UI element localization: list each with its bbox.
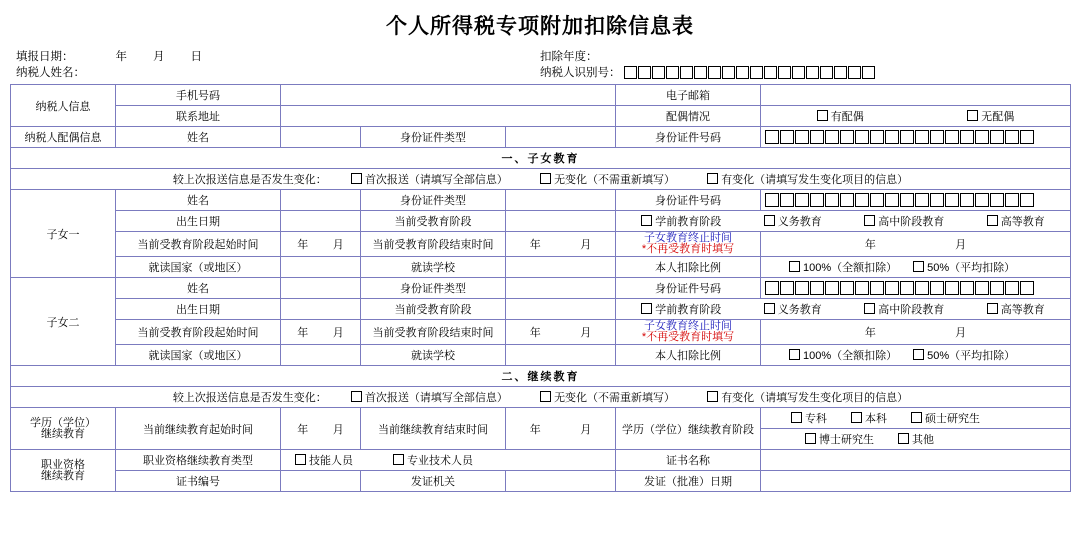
- child2-country-label: 就读国家（或地区）: [116, 345, 281, 366]
- child1-start-value[interactable]: 年 月: [281, 232, 361, 257]
- child1-stage-options[interactable]: [616, 211, 1071, 232]
- checkbox-icon[interactable]: [864, 215, 875, 226]
- checkbox-icon[interactable]: [817, 110, 828, 121]
- id-box[interactable]: [945, 193, 959, 207]
- id-box[interactable]: [624, 66, 637, 79]
- address-value[interactable]: [281, 106, 616, 127]
- id-box[interactable]: [945, 130, 959, 144]
- checkbox-icon[interactable]: [913, 349, 924, 360]
- checkbox-icon[interactable]: [789, 261, 800, 272]
- option-has-spouse[interactable]: [817, 108, 864, 124]
- continuing-change-row[interactable]: [11, 387, 1071, 408]
- child1-id-number-label: 身份证件号码: [616, 190, 761, 211]
- change-prompt: 较上次报送信息是否发生变化：: [172, 392, 327, 404]
- child2-school-value[interactable]: [506, 345, 616, 366]
- no-spouse-label: 无配偶: [981, 111, 1015, 123]
- option-higher-ed[interactable]: 高等教育: [987, 213, 1045, 229]
- child2-ratio-options[interactable]: [761, 345, 1071, 366]
- child2-birth-label: 出生日期: [116, 299, 281, 320]
- cert-number-value[interactable]: [281, 471, 361, 492]
- spouse-name-value[interactable]: [281, 127, 361, 148]
- checkbox-icon[interactable]: [351, 173, 362, 184]
- id-box[interactable]: [722, 66, 735, 79]
- vocational-continuing-side-label: 职业资格 继续教育: [11, 450, 116, 492]
- vocational-type-options[interactable]: [281, 450, 616, 471]
- option-no-change[interactable]: [540, 174, 675, 186]
- email-label: 电子邮箱: [616, 85, 761, 106]
- id-box[interactable]: [975, 193, 989, 207]
- table-row: [11, 299, 1071, 320]
- first-report-label: 首次报送（请填写全部信息）: [364, 174, 508, 186]
- child1-stop-title: 子女教育终止时间: [644, 232, 732, 244]
- id-box[interactable]: [990, 130, 1004, 144]
- table-row: [11, 148, 1071, 169]
- child1-name-value[interactable]: [281, 190, 361, 211]
- id-box[interactable]: [750, 66, 763, 79]
- id-box[interactable]: [885, 281, 899, 295]
- id-box[interactable]: [834, 66, 847, 79]
- issuer-label: 发证机关: [361, 471, 506, 492]
- id-box[interactable]: [806, 66, 819, 79]
- checkbox-icon[interactable]: [987, 303, 998, 314]
- child1-id-type-value[interactable]: [506, 190, 616, 211]
- child2-end-value[interactable]: 年 月: [506, 320, 616, 345]
- id-box[interactable]: [990, 281, 1004, 295]
- table-row: [11, 85, 1071, 106]
- child1-end-label: 当前受教育阶段结束时间: [361, 232, 506, 257]
- id-box[interactable]: [825, 193, 839, 207]
- table-row: [11, 408, 1071, 429]
- id-box[interactable]: [780, 281, 794, 295]
- table-row: [11, 127, 1071, 148]
- id-box[interactable]: [1005, 281, 1019, 295]
- id-box[interactable]: [666, 66, 679, 79]
- id-box[interactable]: [765, 193, 779, 207]
- table-row: [11, 366, 1071, 387]
- checkbox-icon[interactable]: [764, 215, 775, 226]
- checkbox-icon[interactable]: [911, 412, 922, 423]
- vocational-type-label: 职业资格继续教育类型: [116, 450, 281, 471]
- checkbox-icon[interactable]: [707, 173, 718, 184]
- option-ratio-half[interactable]: 50%（平均扣除）: [913, 347, 1015, 363]
- issue-date-value[interactable]: [761, 471, 1071, 492]
- id-box[interactable]: [795, 193, 809, 207]
- id-box[interactable]: [930, 130, 944, 144]
- taxpayer-name-row: [16, 64, 540, 80]
- change-prompt: 较上次报送信息是否发生变化：: [172, 174, 327, 186]
- child2-stage-value[interactable]: [506, 299, 616, 320]
- email-value[interactable]: [761, 85, 1071, 106]
- header-left-column: [16, 48, 540, 80]
- option-compulsory[interactable]: 义务教育: [764, 213, 822, 229]
- child-two-side-label: 子女二: [11, 278, 116, 366]
- degree-start-label: 当前继续教育起始时间: [116, 408, 281, 450]
- option-no-change[interactable]: 无变化（不需重新填写）: [540, 392, 675, 404]
- child1-stop-note: *不再受教育时填写: [641, 243, 735, 255]
- spouse-name-label: 姓名: [116, 127, 281, 148]
- child1-country-label: 就读国家（或地区）: [116, 257, 281, 278]
- child2-school-label: 就读学校: [361, 345, 506, 366]
- id-box[interactable]: [855, 193, 869, 207]
- child2-name-value[interactable]: [281, 278, 361, 299]
- address-label: 联系地址: [116, 106, 281, 127]
- id-box[interactable]: [810, 281, 824, 295]
- table-row: [11, 320, 1071, 345]
- id-box[interactable]: [900, 130, 914, 144]
- option-first-report[interactable]: 首次报送（请填写全部信息）: [351, 392, 508, 404]
- id-box[interactable]: [810, 193, 824, 207]
- spouse-id-type-value[interactable]: [506, 127, 616, 148]
- taxpayer-name-label: 纳税人姓名：: [16, 67, 85, 79]
- id-box[interactable]: [855, 281, 869, 295]
- id-box[interactable]: [795, 281, 809, 295]
- option-highschool[interactable]: 高中阶段教育: [864, 213, 944, 229]
- child2-name-label: 姓名: [116, 278, 281, 299]
- checkbox-icon[interactable]: [851, 412, 862, 423]
- child2-id-number-label: 身份证件号码: [616, 278, 761, 299]
- mobile-label: 手机号码: [116, 85, 281, 106]
- section-continuing-education: 二、继续教育: [11, 366, 1071, 387]
- id-box[interactable]: [870, 193, 884, 207]
- child2-id-type-label: 身份证件类型: [361, 278, 506, 299]
- option-other[interactable]: 其他: [898, 431, 934, 447]
- child1-stage-value[interactable]: [506, 211, 616, 232]
- child1-birth-value[interactable]: [281, 211, 361, 232]
- issuer-value[interactable]: [506, 471, 616, 492]
- id-box[interactable]: [930, 281, 944, 295]
- id-box[interactable]: [694, 66, 707, 79]
- spouse-id-number-boxes[interactable]: [761, 127, 1071, 148]
- child2-end-label: 当前受教育阶段结束时间: [361, 320, 506, 345]
- id-box[interactable]: [778, 66, 791, 79]
- degree-stage-options-row1[interactable]: [761, 408, 1071, 429]
- child1-id-number-boxes[interactable]: [761, 190, 1071, 211]
- id-box[interactable]: [680, 66, 693, 79]
- child1-stage-label: 当前受教育阶段: [361, 211, 506, 232]
- id-box[interactable]: [780, 193, 794, 207]
- child1-birth-label: 出生日期: [116, 211, 281, 232]
- checkbox-icon[interactable]: [864, 303, 875, 314]
- fill-date-label: 填报日期：: [16, 51, 74, 63]
- child2-stage-options[interactable]: [616, 299, 1071, 320]
- id-box[interactable]: [990, 193, 1004, 207]
- cert-name-label: 证书名称: [616, 450, 761, 471]
- deduct-year-row: [540, 48, 1064, 64]
- taxpayer-id-row: [540, 64, 1064, 80]
- id-box[interactable]: [945, 281, 959, 295]
- option-preschool[interactable]: 学前教育阶段: [641, 301, 721, 317]
- id-box[interactable]: [795, 130, 809, 144]
- option-no-spouse[interactable]: [967, 108, 1014, 124]
- taxpayer-info-side-label: 纳税人信息: [11, 85, 116, 127]
- id-box[interactable]: [1005, 130, 1019, 144]
- option-highschool[interactable]: 高中阶段教育: [864, 301, 944, 317]
- spouse-status-options[interactable]: [761, 106, 1071, 127]
- table-row: [11, 232, 1071, 257]
- option-preschool[interactable]: 学前教育阶段: [641, 213, 721, 229]
- child1-ratio-label: 本人扣除比例: [616, 257, 761, 278]
- checkbox-icon[interactable]: [351, 391, 362, 402]
- option-changed[interactable]: [707, 174, 908, 186]
- child-one-side-label: 子女一: [11, 190, 116, 278]
- option-doctor[interactable]: 博士研究生: [805, 431, 874, 447]
- id-box[interactable]: [930, 193, 944, 207]
- no-change-label: 无变化（不需重新填写）: [554, 174, 676, 186]
- id-box[interactable]: [848, 66, 861, 79]
- id-box[interactable]: [780, 130, 794, 144]
- id-box[interactable]: [862, 66, 875, 79]
- cert-name-value[interactable]: [761, 450, 1071, 471]
- child1-school-value[interactable]: [506, 257, 616, 278]
- fill-date-row: [16, 48, 540, 64]
- option-changed[interactable]: 有变化（请填写发生变化项目的信息）: [707, 392, 908, 404]
- child1-country-value[interactable]: [281, 257, 361, 278]
- checkbox-icon[interactable]: [707, 391, 718, 402]
- table-row: [11, 106, 1071, 127]
- fill-date-year: 年: [115, 51, 127, 63]
- id-box[interactable]: [1020, 281, 1034, 295]
- table-row: [11, 211, 1071, 232]
- id-box[interactable]: [1020, 130, 1034, 144]
- fill-date-month: 月: [153, 51, 165, 63]
- checkbox-icon[interactable]: [898, 433, 909, 444]
- cert-number-label: 证书编号: [116, 471, 281, 492]
- id-box[interactable]: [915, 130, 929, 144]
- checkbox-icon[interactable]: [913, 261, 924, 272]
- checkbox-icon[interactable]: [540, 173, 551, 184]
- child1-school-label: 就读学校: [361, 257, 506, 278]
- id-box[interactable]: [825, 130, 839, 144]
- degree-end-label: 当前继续教育结束时间: [361, 408, 506, 450]
- id-box[interactable]: [810, 130, 824, 144]
- id-box[interactable]: [840, 193, 854, 207]
- id-box[interactable]: [975, 130, 989, 144]
- id-box[interactable]: [855, 130, 869, 144]
- id-box[interactable]: [885, 193, 899, 207]
- children-change-row[interactable]: [11, 169, 1071, 190]
- option-first-report[interactable]: [351, 174, 508, 186]
- table-row: [11, 345, 1071, 366]
- checkbox-icon[interactable]: [791, 412, 802, 423]
- table-row: [11, 471, 1071, 492]
- checkbox-icon[interactable]: [764, 303, 775, 314]
- child1-end-value[interactable]: 年 月: [506, 232, 616, 257]
- table-row: [11, 450, 1071, 471]
- id-box[interactable]: [638, 66, 651, 79]
- id-box[interactable]: [1020, 193, 1034, 207]
- checkbox-icon[interactable]: [295, 454, 306, 465]
- checkbox-icon[interactable]: [393, 454, 404, 465]
- id-box[interactable]: [915, 193, 929, 207]
- child2-ratio-label: 本人扣除比例: [616, 345, 761, 366]
- table-row: [11, 257, 1071, 278]
- taxpayer-id-label: 纳税人识别号：: [540, 67, 621, 79]
- fill-date-day: 日: [190, 51, 202, 63]
- spouse-status-label: 配偶情况: [616, 106, 761, 127]
- id-box[interactable]: [820, 66, 833, 79]
- issue-date-label: 发证（批准）日期: [616, 471, 761, 492]
- changed-label: 有变化（请填写发生变化项目的信息）: [721, 174, 909, 186]
- option-professional-technical[interactable]: 专业技术人员: [393, 452, 473, 468]
- section-children-education: 一、子女教育: [11, 148, 1071, 169]
- child2-stage-label: 当前受教育阶段: [361, 299, 506, 320]
- id-box[interactable]: [975, 281, 989, 295]
- child1-ratio-options[interactable]: [761, 257, 1071, 278]
- id-box[interactable]: [840, 281, 854, 295]
- id-box[interactable]: [765, 130, 779, 144]
- id-box[interactable]: [960, 130, 974, 144]
- checkbox-icon[interactable]: [805, 433, 816, 444]
- degree-stage-options-row2[interactable]: [761, 429, 1071, 450]
- id-box[interactable]: [870, 281, 884, 295]
- taxpayer-id-boxes[interactable]: [624, 66, 875, 79]
- child1-id-type-label: 身份证件类型: [361, 190, 506, 211]
- id-box[interactable]: [960, 193, 974, 207]
- id-box[interactable]: [765, 281, 779, 295]
- checkbox-icon[interactable]: [540, 391, 551, 402]
- checkbox-icon[interactable]: [641, 215, 652, 226]
- child2-stop-label: [616, 320, 761, 345]
- id-box[interactable]: [840, 130, 854, 144]
- id-box[interactable]: [900, 281, 914, 295]
- child2-birth-value[interactable]: [281, 299, 361, 320]
- option-bachelor[interactable]: 本科: [851, 410, 887, 426]
- header-right-column: [540, 48, 1064, 80]
- option-ratio-full[interactable]: 100%（全额扣除）: [789, 259, 897, 275]
- child1-name-label: 姓名: [116, 190, 281, 211]
- spouse-id-number-label: 身份证件号码: [616, 127, 761, 148]
- id-box[interactable]: [708, 66, 721, 79]
- has-spouse-label: 有配偶: [830, 111, 864, 123]
- child2-id-type-value[interactable]: [506, 278, 616, 299]
- spouse-info-side-label: 纳税人配偶信息: [11, 127, 116, 148]
- degree-continuing-side-label: 学历（学位） 继续教育: [11, 408, 116, 450]
- degree-stage-label: 学历（学位）继续教育阶段: [616, 408, 761, 450]
- table-row: [11, 278, 1071, 299]
- checkbox-icon[interactable]: [641, 303, 652, 314]
- option-skilled-personnel[interactable]: 技能人员: [295, 452, 353, 468]
- option-ratio-full[interactable]: 100%（全额扣除）: [789, 347, 897, 363]
- id-box[interactable]: [825, 281, 839, 295]
- child2-stop-title: 子女教育终止时间: [644, 320, 732, 332]
- mobile-value[interactable]: [281, 85, 616, 106]
- child1-start-label: 当前受教育阶段起始时间: [116, 232, 281, 257]
- option-ratio-half[interactable]: 50%（平均扣除）: [913, 259, 1015, 275]
- checkbox-icon[interactable]: [967, 110, 978, 121]
- child2-stop-value[interactable]: 年 月: [761, 320, 1071, 345]
- deduct-year-label: 扣除年度：: [540, 51, 598, 63]
- id-box[interactable]: [652, 66, 665, 79]
- id-box[interactable]: [764, 66, 777, 79]
- degree-start-value[interactable]: 年 月: [281, 408, 361, 450]
- child1-stop-value[interactable]: 年 月: [761, 232, 1071, 257]
- id-box[interactable]: [736, 66, 749, 79]
- spouse-id-type-label: 身份证件类型: [361, 127, 506, 148]
- id-box[interactable]: [792, 66, 805, 79]
- table-row: [11, 190, 1071, 211]
- id-box[interactable]: [870, 130, 884, 144]
- id-box[interactable]: [900, 193, 914, 207]
- deduction-table: [10, 84, 1071, 492]
- table-row: [11, 387, 1071, 408]
- page-title: 个人所得税专项附加扣除信息表: [386, 13, 694, 38]
- id-box[interactable]: [885, 130, 899, 144]
- option-master[interactable]: 硕士研究生: [911, 410, 980, 426]
- table-row: [11, 169, 1071, 190]
- header-fields: [10, 48, 1070, 80]
- checkbox-icon[interactable]: [987, 215, 998, 226]
- child2-start-value[interactable]: 年 月: [281, 320, 361, 345]
- id-box[interactable]: [1005, 193, 1019, 207]
- child2-stop-note: *不再受教育时填写: [641, 331, 735, 343]
- id-box[interactable]: [915, 281, 929, 295]
- option-associate[interactable]: 专科: [791, 410, 827, 426]
- id-box[interactable]: [960, 281, 974, 295]
- option-compulsory[interactable]: 义务教育: [764, 301, 822, 317]
- child2-country-value[interactable]: [281, 345, 361, 366]
- child1-stop-label: [616, 232, 761, 257]
- option-higher-ed[interactable]: 高等教育: [987, 301, 1045, 317]
- checkbox-icon[interactable]: [789, 349, 800, 360]
- child2-id-number-boxes[interactable]: [761, 278, 1071, 299]
- degree-end-value[interactable]: 年 月: [506, 408, 616, 450]
- child2-start-label: 当前受教育阶段起始时间: [116, 320, 281, 345]
